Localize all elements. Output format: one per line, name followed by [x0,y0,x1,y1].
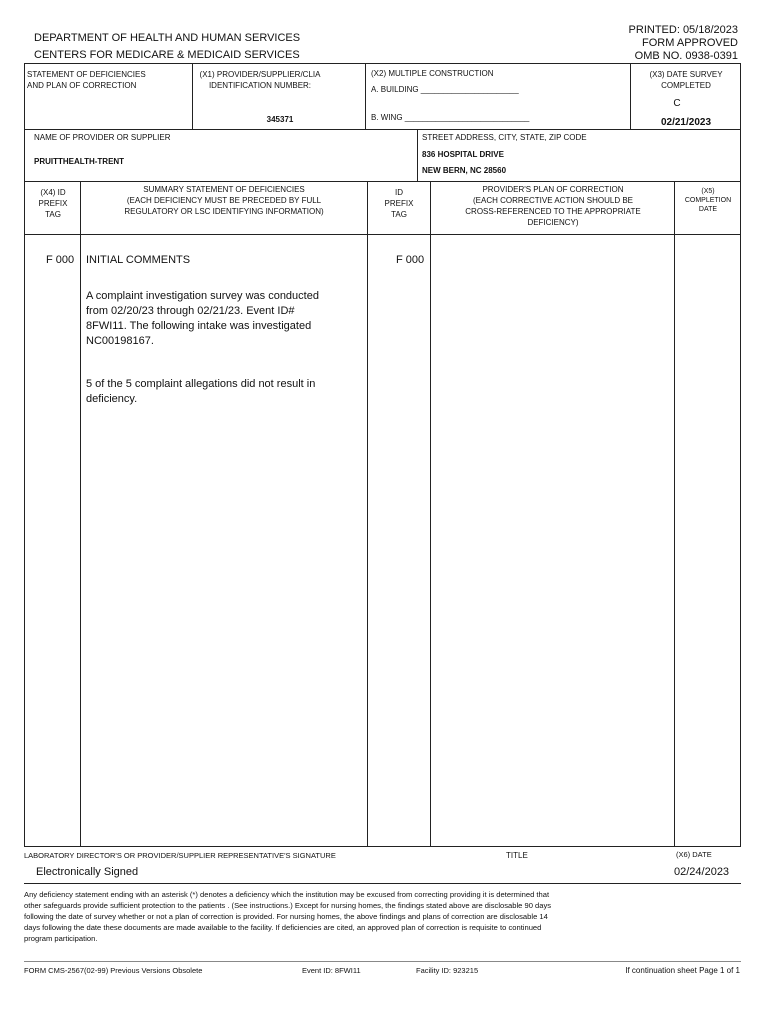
signature-label: LABORATORY DIRECTOR'S OR PROVIDER/SUPPLIER REPRESENTATIVE'S SIGNATURE [24,851,336,860]
col-x5-header: (X5) COMPLETION DATE [684,188,732,213]
x1-label: (X1) PROVIDER/SUPPLIER/CLIA IDENTIFICATION NUMBER: [199,70,321,90]
footer-form: FORM CMS-2567(02-99) Previous Versions Obsolete [24,966,203,975]
statement-label: STATEMENT OF DEFICIENCIES AND PLAN OF CORRECTION [27,70,146,90]
signature-value: Electronically Signed [36,866,139,878]
body-paragraph-1: A complaint investigation survey was conducted from 02/20/23 through 02/21/23. Event ID# 8FWI11. The following intake was investigated NC00198167. [86,290,319,347]
footer-page: If continuation sheet Page 1 of 1 [625,966,740,975]
city-state-zip: NEW BERN, NC 28560 [422,166,507,175]
body-paragraph-2: 5 of the 5 complaint allegations did not result in deficiency. [86,378,316,405]
department-line: DEPARTMENT OF HEALTH AND HUMAN SERVICES [34,32,301,44]
date-value: 02/24/2023 [674,866,730,878]
form-approved: FORM APPROVED [642,37,738,49]
footer-event-id: Event ID: 8FWI11 [302,966,361,975]
provider-name-value: PRUITTHEALTH-TRENT [34,157,125,166]
printed-date: PRINTED: 05/18/2023 [628,24,738,36]
agency-line: CENTERS FOR MEDICARE & MEDICAID SERVICES [34,49,300,61]
col-id-prefix-header: ID PREFIX TAG [384,188,414,219]
street-address: 836 HOSPITAL DRIVE [422,150,504,159]
x1-value: 345371 [266,115,294,124]
date-label: (X6) DATE [676,850,712,859]
initial-comments-heading: INITIAL COMMENTS [86,254,191,266]
omb-number: OMB NO. 0938-0391 [634,50,738,62]
footer-facility-id: Facility ID: 923215 [416,966,479,975]
disclaimer-text: Any deficiency statement ending with an asterisk (*) denotes a deficiency which the institution may be excused from correcting providing it is determined that other safeguards provide sufficient protection to the patients . (See instructions.) Except for nursing homes, the findings stated above are disclosable 90 days following the date of survey whether or not a plan of correction is provided. For nursing homes, the above findings and plans of correction are disclosable 14 days following the date these documents are made available to the facility. If deficiencies are cited, an approved plan of correction is requisite to continued program participation. [24,890,552,943]
tag-right: F 000 [396,254,425,266]
x3-letter: C [673,98,681,109]
x3-label: (X3) DATE SURVEY COMPLETED [649,70,723,90]
address-label: STREET ADDRESS, CITY, STATE, ZIP CODE [422,133,587,142]
x3-value: 02/21/2023 [660,117,712,128]
col-x4-header: (X4) ID PREFIX TAG [38,188,68,219]
provider-name-label: NAME OF PROVIDER OR SUPPLIER [34,133,171,142]
building-label: A. BUILDING ______________________ [371,85,519,94]
x2-label: (X2) MULTIPLE CONSTRUCTION [371,69,494,78]
tag-left: F 000 [46,254,75,266]
wing-label: B. WING ____________________________ [371,113,530,122]
title-label: TITLE [506,851,528,860]
col-summary-header: SUMMARY STATEMENT OF DEFICIENCIES (EACH DEFICIENCY MUST BE PRECEDED BY FULL REGULATORY OR LSC IDENTIFYING INFORMATION) [124,185,324,216]
col-plan-header: PROVIDER'S PLAN OF CORRECTION (EACH CORRECTIVE ACTION SHOULD BE CROSS-REFERENCED TO THE APPROPRIATE DEFICIENCY) [465,185,641,227]
